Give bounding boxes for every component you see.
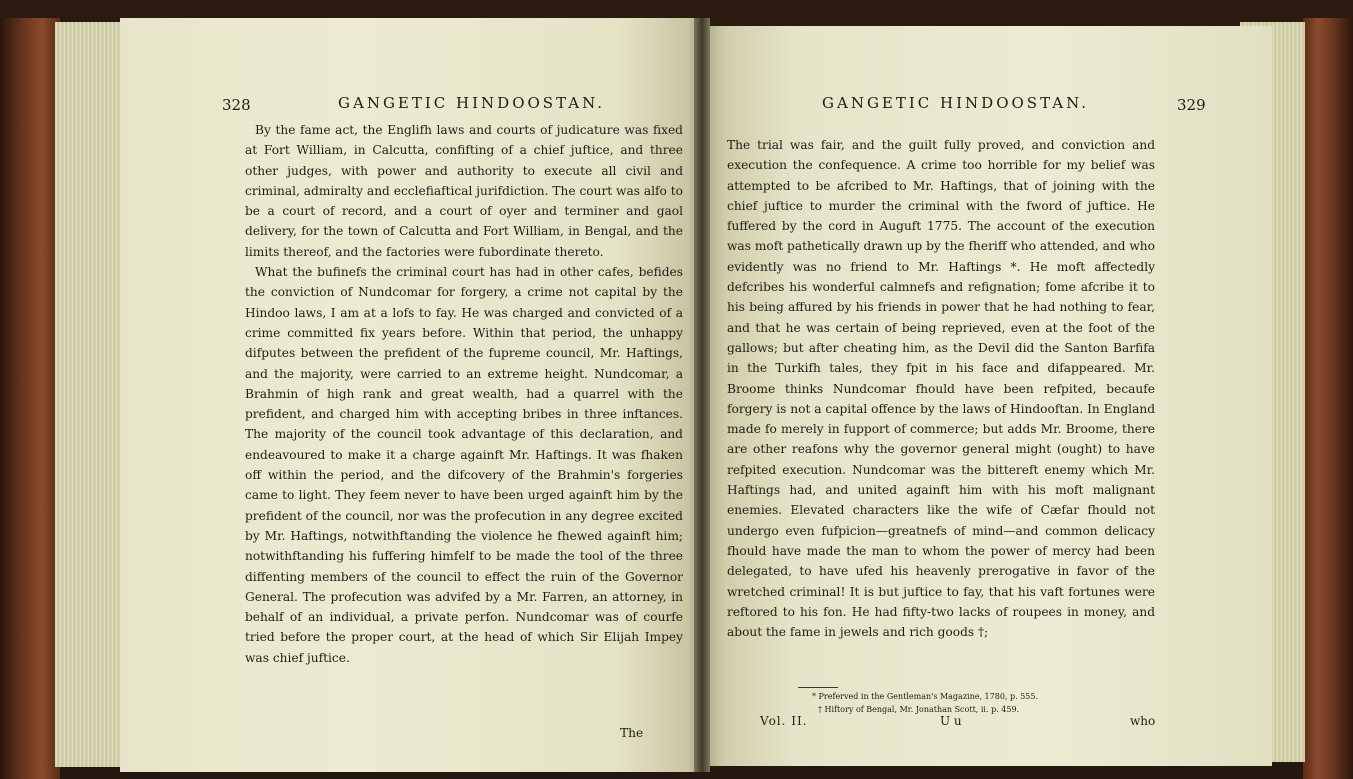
right-page-number: 329 [1177, 96, 1206, 114]
footnote-rule [798, 687, 838, 688]
right-catchword: who [1130, 714, 1156, 728]
signature-mark: U u [940, 714, 962, 728]
footnote-1: * Preferved in the Gentleman's Magazine, 1780, p. 555. [812, 692, 1039, 701]
right-paragraph-1: The trial was fair, and the guilt fully proved, and conviction and execution the confequence. A crime too horrible for my belief was attempted to be afcribed to Mr. Haftings, that of joining with the chief juftice to murder the criminal with the fword of juftice. He fuffered by the cord in Auguft 1775. The account of the execution was moft pathetically drawn up by the fheriff who attended, and who evidently was no friend to Mr. Haftings *. He moft affectedly defcribes his wonderful calmnefs and refignation; fome afcribe it to his being affured by his friends in power that he had nothing to fear, and that he was certain of being reprieved, even at the foot of the gallows; but after cheating him, as the Devil did the Santon Barfifa in the Turkifh tales, they fpit in his face and difappeared. Mr. Broome thinks Nundcomar fhould have been refpited, becaufe forgery is not a capital offence by the laws of Hindooftan. In England made fo merely in fupport of commerce; but adds Mr. Broome, there are other reafons why the governor general might (ought) to have refpited execution. Nundcomar was the bittereft enemy which Mr. Haftings had, and united againft him with his moft malignant enemies. Elevated characters like the wife of Cæfar fhould not undergo even fufpicion—greatnefs of mind—and common delicacy fhould have made the man to whom the power of mercy had been delegated, to have ufed his heavenly prerogative in favor of the wretched criminal! It is but juftice to fay, that his vaft fortunes were reftored to his fon. He had fifty-two lacks of roupees in money, and about the fame in jewels and rich goods †; [727, 138, 1155, 640]
right-running-head: GANGETIC HINDOOSTAN. [822, 94, 1090, 112]
left-cover [0, 18, 60, 779]
volume-signature: Vol. II. [760, 714, 808, 728]
book-gutter [694, 18, 710, 772]
right-cover [1303, 18, 1353, 779]
footnotes [812, 690, 1172, 716]
left-page-number: 328 [222, 96, 251, 114]
left-running-head: GANGETIC HINDOOSTAN. [338, 94, 606, 112]
left-paragraph-2: What the bufinefs the criminal court has had in other cafes, befides the conviction of Nundcomar for forgery, a crime not capital by the Hindoo laws, I am at a lofs to fay. He was charged and convicted of a crime committed fix years before. Within that period, the unhappy difputes between the prefident of the fupreme council, Mr. Haftings, and the majority, were carried to an extreme height. Nundcomar, a Brahmin of high rank and great wealth, had a quarrel with the prefident, and charged him with accepting bribes in three inftances. The majority of the council took advantage of this declaration, and endeavoured to make it a charge againft Mr. Haftings. It was fhaken off within the period, and the difcovery of the Brahmin's forgeries came to light. They feem never to have been urged againft him by the prefident of the council, nor was the profecution in any degree excited by Mr. Haftings, notwithftanding the violence he fhewed againft him; notwithftanding his fuffering himfelf to be made the tool of the three diffenting members of the council to effect the ruin of the Governor General. The profecution was advifed by a Mr. Farren, an attorney, in behalf of an individual, a private perfon. Nundcomar was of courfe tried before the proper court, at the head of which Sir Elijah Impey was chief juftice. [245, 265, 683, 665]
left-page-body [245, 120, 683, 668]
left-catchword: The [620, 726, 644, 740]
footnote-2: † Hiftory of Bengal, Mr. Jonathan Scott, ii. p. 459. [818, 705, 1020, 714]
right-page-body [727, 135, 1155, 642]
left-page-edges [55, 22, 130, 767]
left-paragraph-1: By the fame act, the Englifh laws and courts of judicature was fixed at Fort William, in Calcutta, confifting of a chief juftice, and three other judges, with power and authority to execute all civil and criminal, admiralty and ecclefiaftical jurifdiction. The court was alfo to be a court of record, and a court of oyer and terminer and gaol delivery, for the town of Calcutta and Fort William, in Bengal, and the limits thereof, and the factories were fubordinate thereto. [245, 123, 684, 259]
